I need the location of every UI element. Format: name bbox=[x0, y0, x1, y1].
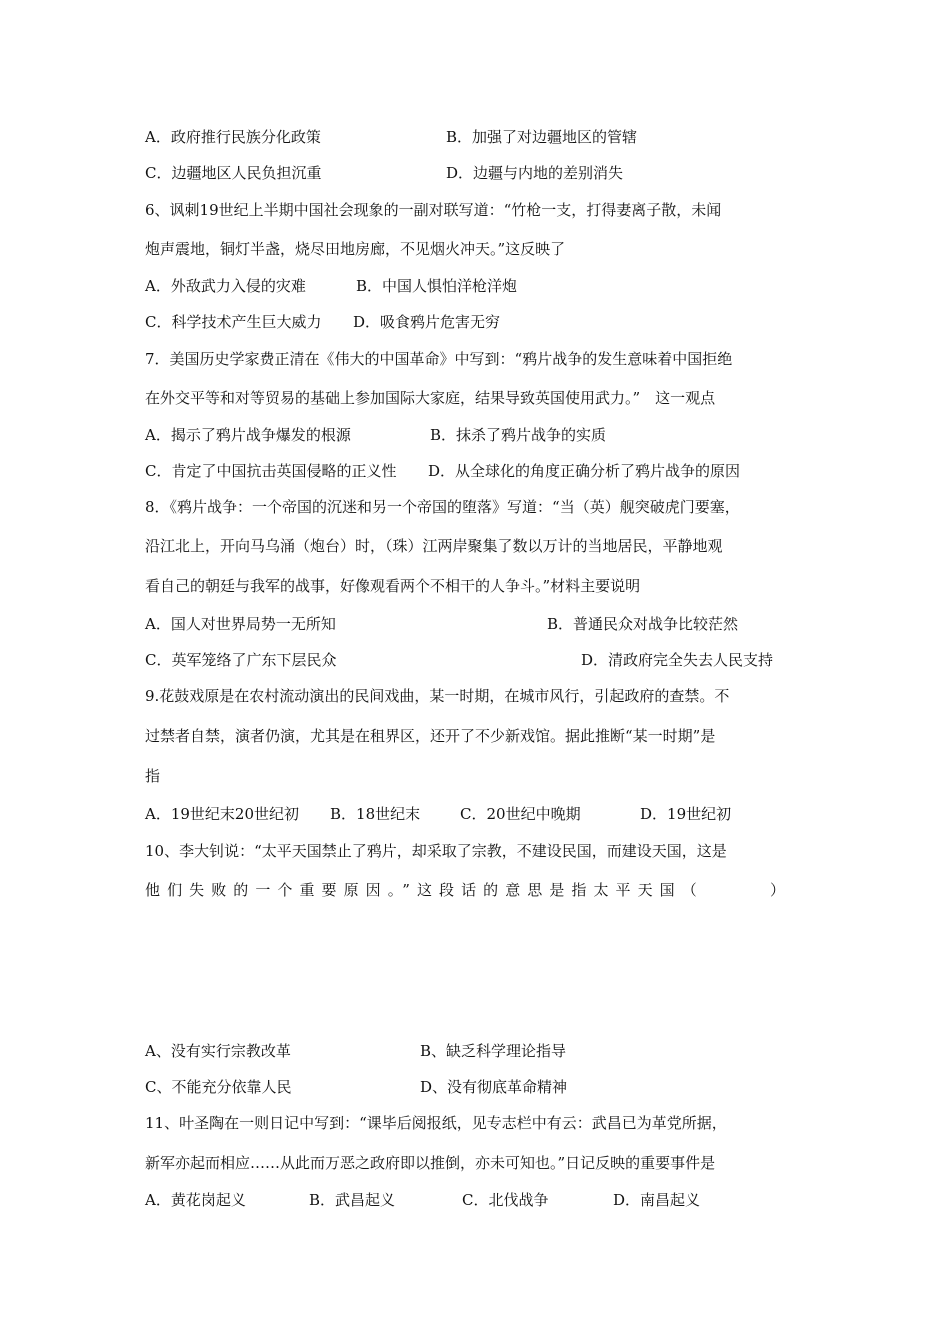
q6-option-a: A．外敌武力入侵的灾难 bbox=[145, 277, 306, 295]
q6-stem-line2: 炮声震地，铜灯半盏，烧尽田地房廊，不见烟火冲天。”这反映了 bbox=[145, 240, 566, 258]
q10-option-d: D、没有彻底革命精神 bbox=[420, 1078, 568, 1096]
q7-stem-line2: 在外交平等和对等贸易的基础上参加国际大家庭，结果导致英国使用武力。” 这一观点 bbox=[145, 389, 716, 407]
q9-stem-line1: 9.花鼓戏原是在农村流动演出的民间戏曲，某一时期，在城市风行，引起政府的查禁。不 bbox=[145, 687, 730, 705]
q9-option-a: A．19世纪末20世纪初 bbox=[145, 805, 300, 823]
q5-option-c: C．边疆地区人民负担沉重 bbox=[145, 164, 322, 182]
q5-option-a: A．政府推行民族分化政策 bbox=[145, 128, 321, 146]
q9-stem-line3: 指 bbox=[145, 767, 161, 785]
q7-option-c: C．肯定了中国抗击英国侵略的正义性 bbox=[145, 462, 397, 480]
q6-stem-line1: 6、讽刺19世纪上半期中国社会现象的一副对联写道：“竹枪一支，打得妻离子散，未闻 bbox=[145, 201, 722, 219]
q8-option-c: C．英军笼络了广东下层民众 bbox=[145, 651, 337, 669]
q8-option-b: B．普通民众对战争比较茫然 bbox=[547, 615, 739, 633]
q8-option-a: A．国人对世界局势一无所知 bbox=[145, 615, 336, 633]
q10-stem-line1: 10、李大钊说：“太平天国禁止了鸦片，却采取了宗教，不建设民国，而建设天国，这是 bbox=[145, 842, 727, 860]
q9-option-b: B．18世纪末 bbox=[330, 805, 421, 823]
q6-option-b: B．中国人惧怕洋枪洋炮 bbox=[356, 277, 518, 295]
q9-option-d: D．19世纪初 bbox=[640, 805, 732, 823]
q6-option-d: D．吸食鸦片危害无穷 bbox=[353, 313, 501, 331]
q10-option-b: B、缺乏科学理论指导 bbox=[420, 1042, 567, 1060]
q5-option-b: B．加强了对边疆地区的管辖 bbox=[446, 128, 638, 146]
q8-stem-line1: 8．《鸦片战争：一个帝国的沉迷和另一个帝国的堕落》写道：“当（英）舰突破虎门要塞， bbox=[145, 498, 740, 516]
q11-stem-line2: 新军亦起而相应……从此而万恶之政府即以推倒，亦未可知也。”日记反映的重要事件是 bbox=[145, 1154, 716, 1172]
q11-option-b: B．武昌起义 bbox=[309, 1191, 396, 1209]
q11-option-c: C．北伐战争 bbox=[462, 1191, 549, 1209]
q7-option-d: D．从全球化的角度正确分析了鸦片战争的原因 bbox=[428, 462, 741, 480]
q7-option-a: A．揭示了鸦片战争爆发的根源 bbox=[145, 426, 351, 444]
q5-option-d: D．边疆与内地的差别消失 bbox=[446, 164, 624, 182]
q9-option-c: C．20世纪中晚期 bbox=[460, 805, 581, 823]
q8-stem-line3: 看自己的朝廷与我军的战事，好像观看两个不相干的人争斗。”材料主要说明 bbox=[145, 577, 641, 595]
q7-option-b: B．抹杀了鸦片战争的实质 bbox=[430, 426, 607, 444]
q7-stem-line1: 7．美国历史学家费正清在《伟大的中国革命》中写到：“鸦片战争的发生意味着中国拒绝 bbox=[145, 350, 733, 368]
q8-option-d: D．清政府完全失去人民支持 bbox=[581, 651, 774, 669]
q11-option-a: A．黄花岗起义 bbox=[145, 1191, 246, 1209]
q10-stem-line2: 他们失败的一个重要原因。”这段话的意思是指太平天国（ ） bbox=[145, 881, 785, 899]
q9-stem-line2: 过禁者自禁，演者仍演，尤其是在租界区，还开了不少新戏馆。据此推断“某一时期”是 bbox=[145, 727, 716, 745]
q8-stem-line2: 沿江北上，开向马乌涌（炮台）时，（珠）江两岸聚集了数以万计的当地居民，平静地观 bbox=[145, 537, 723, 555]
q10-option-c: C、不能充分依靠人民 bbox=[145, 1078, 292, 1096]
q11-option-d: D．南昌起义 bbox=[613, 1191, 701, 1209]
q6-option-c: C．科学技术产生巨大威力 bbox=[145, 313, 322, 331]
q11-stem-line1: 11、叶圣陶在一则日记中写到：“课毕后阅报纸，见专志栏中有云：武昌已为革党所据， bbox=[145, 1114, 727, 1132]
q10-option-a: A、没有实行宗教改革 bbox=[145, 1042, 291, 1060]
